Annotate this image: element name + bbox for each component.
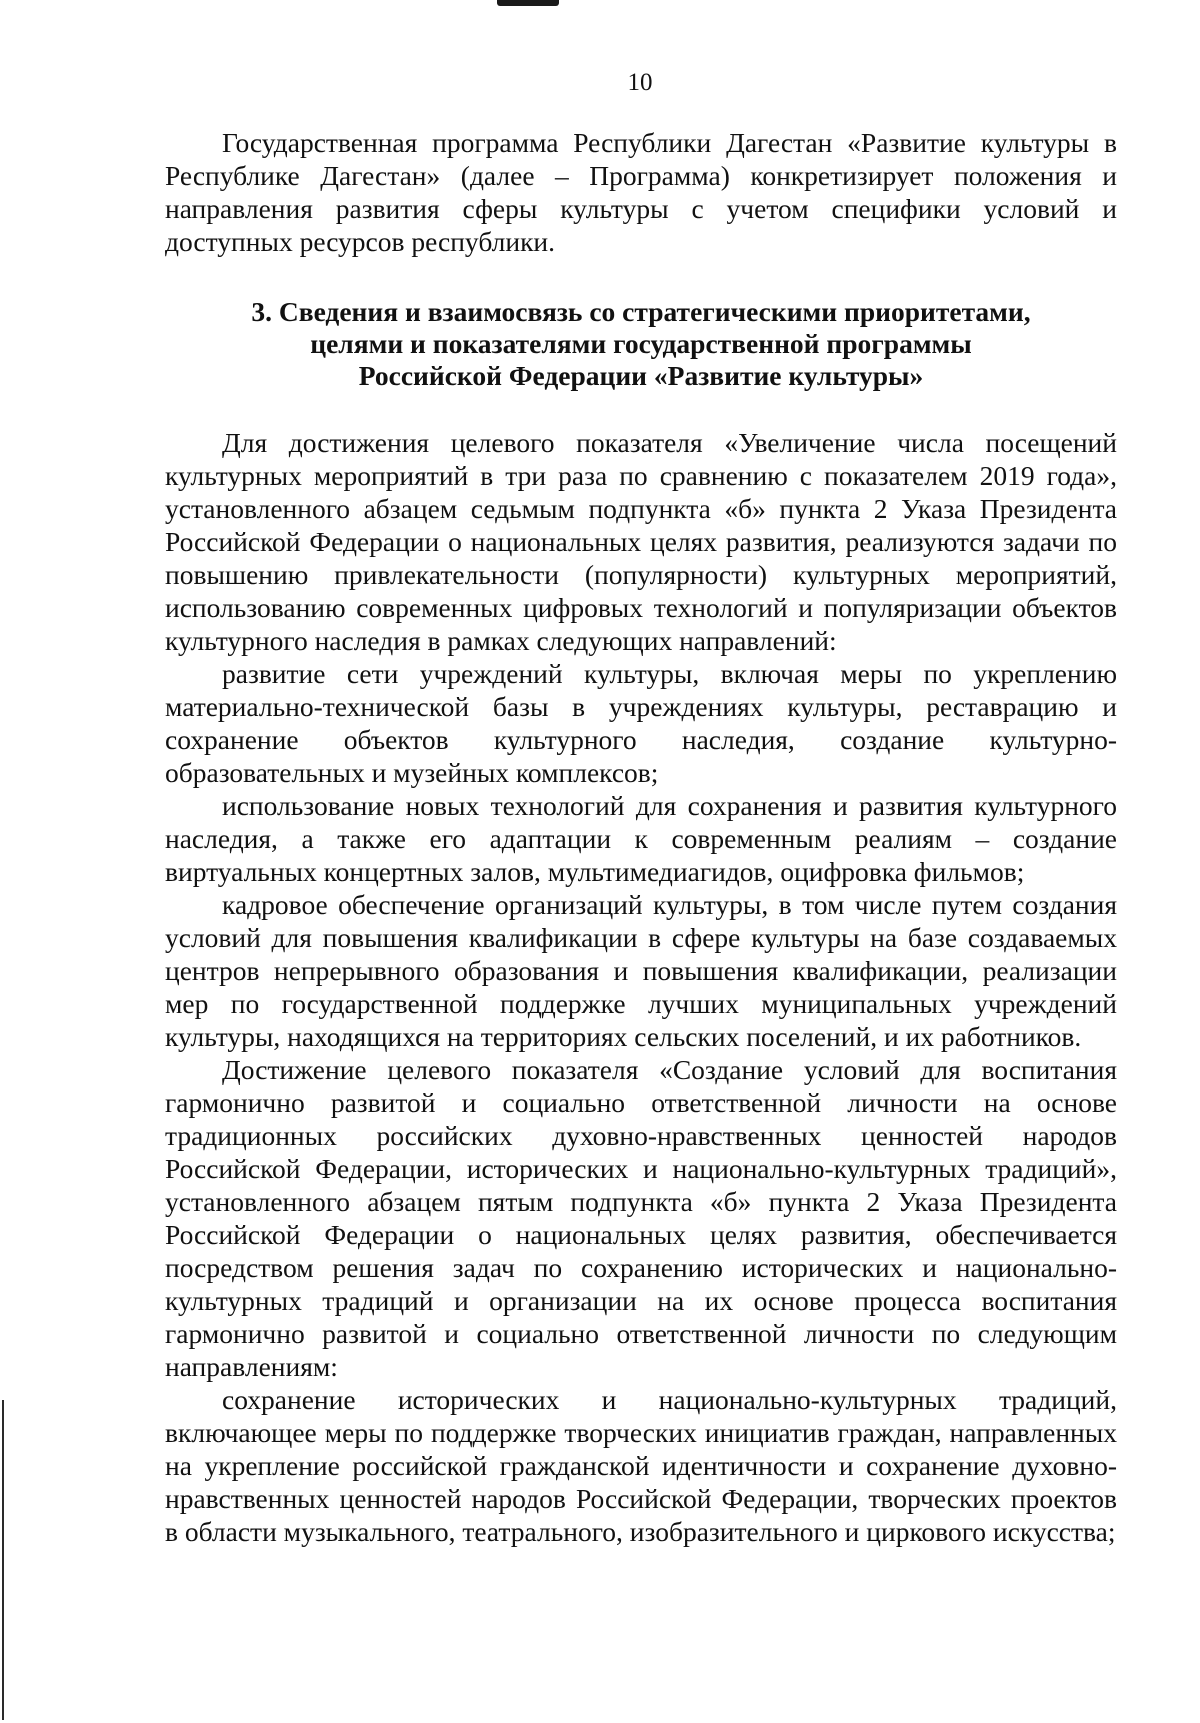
paragraph: Достижение целевого показателя «Создание условий для воспитания гармонично развитой и социально ответственной личности на основе традиционных российских духовно-нравственных ценностей народов Российской Федерации, исторических и национально-культурных традиций», установленного абзацем пятым подпункта «б» пункта 2 Указа Президента Российской Федерации о национальных целях развития, обеспечивается посредством решения задач по сохранению исторических и национально-культурных традиций и организации на их основе процесса воспитания гармонично развитой и социально ответственной личности по следующим направлениям: <box>165 1054 1117 1382</box>
paragraph: кадровое обеспечение организаций культуры, в том числе путем создания условий для повышения квалификации в сфере культуры на базе создаваемых центров непрерывного образования и повышения квалификации, реализации мер по государственной поддержке лучших муниципальных учреждений культуры, находящихся на территориях сельских поселений, и их работников. <box>165 889 1117 1052</box>
section-heading-line-2: целями и показателями государственной программы <box>310 328 972 359</box>
document-body <box>165 126 1117 1548</box>
paragraph: развитие сети учреждений культуры, включая меры по укреплению материально-технической базы в учреждениях культуры, реставрацию и сохранение объектов культурного наследия, создание культурно-образовательных и музейных комплексов; <box>165 658 1117 788</box>
section-heading-line-3: Российской Федерации «Развитие культуры» <box>358 360 924 391</box>
paragraph: Для достижения целевого показателя «Увеличение числа посещений культурных мероприятий в три раза по сравнению с показателем 2019 года», установленного абзацем седьмым подпункта «б» пункта 2 Указа Президента Российской Федерации о национальных целях развития, реализуются задачи по повышению привлекательности (популярности) культурных мероприятий, использованию современных цифровых технологий и популяризации объектов культурного наследия в рамках следующих направлений: <box>165 427 1117 656</box>
scan-mark <box>497 0 559 6</box>
section-heading <box>165 296 1117 392</box>
paragraph: сохранение исторических и национально-культурных традиций, включающее меры по поддержке творческих инициатив граждан, направленных на укрепление российской гражданской идентичности и сохранение духовно-нравственных ценностей народов Российской Федерации, творческих проектов в области музыкального, театрального, изобразительного и циркового искусства; <box>165 1384 1117 1547</box>
paragraph: использование новых технологий для сохранения и развития культурного наследия, а также его адаптации к современным реалиям – создание виртуальных концертных залов, мультимедиагидов, оцифровка фильмов; <box>165 790 1117 887</box>
intro-paragraph: Государственная программа Республики Дагестан «Развитие культуры в Республике Дагестан» (далее – Программа) конкретизирует положения и направления развития сферы культуры с учетом специфики условий и доступных ресурсов республики. <box>165 127 1117 257</box>
section-heading-line-1: 3. Сведения и взаимосвязь со стратегическими приоритетами, <box>251 296 1031 327</box>
scan-edge-line <box>2 1400 4 1720</box>
page-number: 10 <box>627 69 653 96</box>
